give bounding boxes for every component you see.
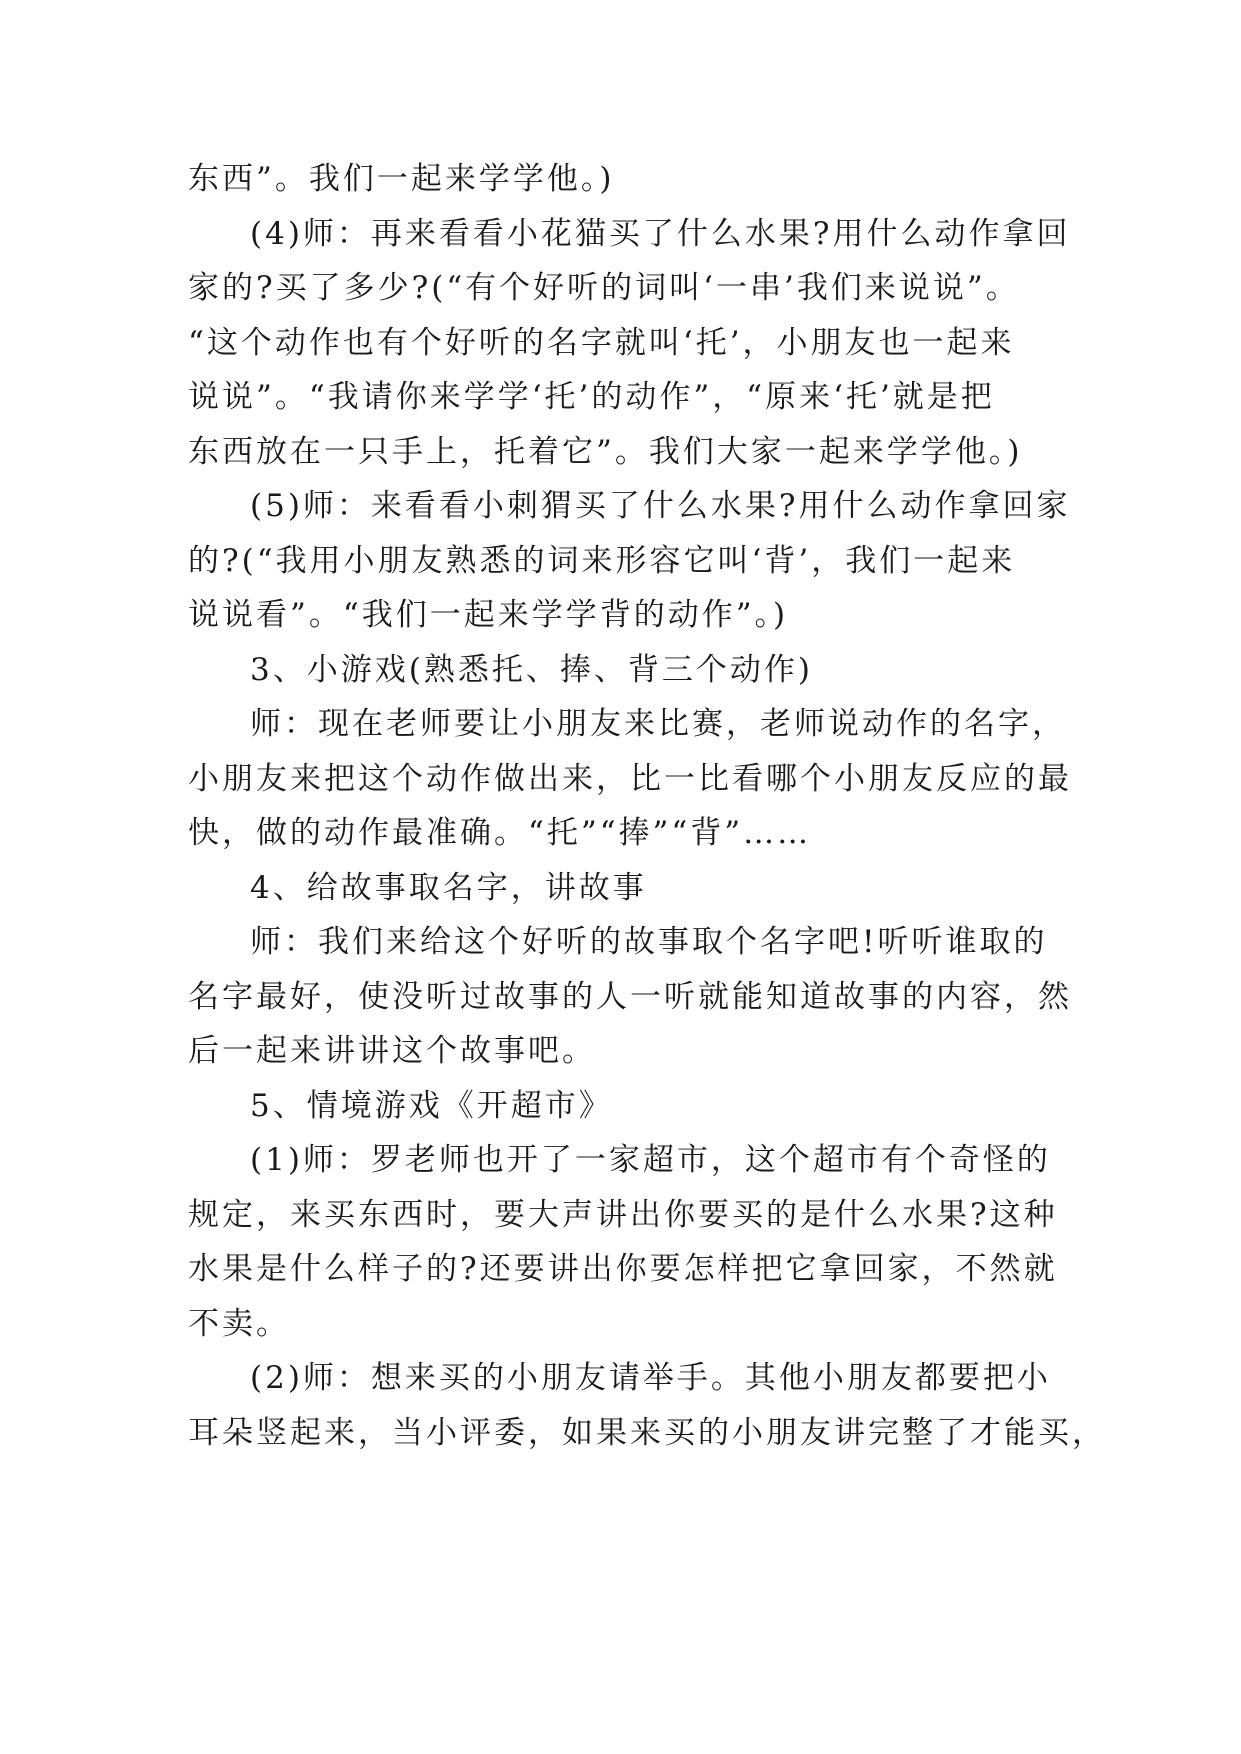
text-line: 快，做的动作最准确。“托”“捧”“背”…… bbox=[188, 815, 812, 851]
text-line: 5、情境游戏《开超市》 bbox=[250, 1087, 613, 1124]
text-line: 后一起来讲讲这个故事吧。 bbox=[188, 1033, 596, 1069]
text-line: 说说看”。“我们一起来学学背的动作”。) bbox=[188, 597, 789, 633]
text-line: 小朋友来把这个动作做出来，比一比看哪个小朋友反应的最 bbox=[188, 760, 1072, 797]
text-line: 东西”。我们一起来学学他。) bbox=[188, 161, 615, 197]
text-line: 4、给故事取名字，讲故事 bbox=[250, 869, 647, 906]
text-line: 东西放在一只手上，托着它”。我们大家一起来学学他。) bbox=[188, 433, 1023, 470]
text-line: “这个动作也有个好听的名字就叫‘托’，小朋友也一起来 bbox=[188, 324, 1015, 361]
text-line: (5)师：来看看小刺猬买了什么水果?用什么动作拿回家 bbox=[250, 488, 1071, 524]
text-line: (2)师：想来买的小朋友请举手。其他小朋友都要把小 bbox=[250, 1360, 1051, 1396]
text-line: 3、小游戏(熟悉托、捧、背三个动作) bbox=[250, 651, 813, 688]
document-body bbox=[188, 152, 1106, 1460]
text-line: 家的?买了多少?(“有个好听的词叫‘一串’我们来说说”。 bbox=[188, 270, 1020, 306]
text-line: 师：现在老师要让小朋友来比赛，老师说动作的名字， bbox=[250, 706, 1066, 742]
text-line: 水果是什么样子的?还要讲出你要怎样把它拿回家，不然就 bbox=[188, 1251, 1058, 1287]
text-line: 名字最好，使没听过故事的人一听就能知道故事的内容，然 bbox=[188, 978, 1072, 1015]
text-line: (4)师：再来看看小花猫买了什么水果?用什么动作拿回 bbox=[250, 215, 1071, 252]
text-line: 不卖。 bbox=[188, 1305, 290, 1342]
text-line: 师：我们来给这个好听的故事取个名字吧!听听谁取的 bbox=[250, 924, 1048, 960]
text-line: (1)师：罗老师也开了一家超市，这个超市有个奇怪的 bbox=[250, 1142, 1051, 1178]
text-line: 的?(“我用小朋友熟悉的词来形容它叫‘背’，我们一起来 bbox=[188, 542, 1016, 579]
text-line: 规定，来买东西时，要大声讲出你要买的是什么水果?这种 bbox=[188, 1196, 1058, 1233]
text-line: 说说”。“我请你来学学‘托’的动作”，“原来‘托’就是把 bbox=[188, 379, 995, 415]
text-line: 耳朵竖起来，当小评委，如果来买的小朋友讲完整了才能买， bbox=[188, 1414, 1106, 1451]
